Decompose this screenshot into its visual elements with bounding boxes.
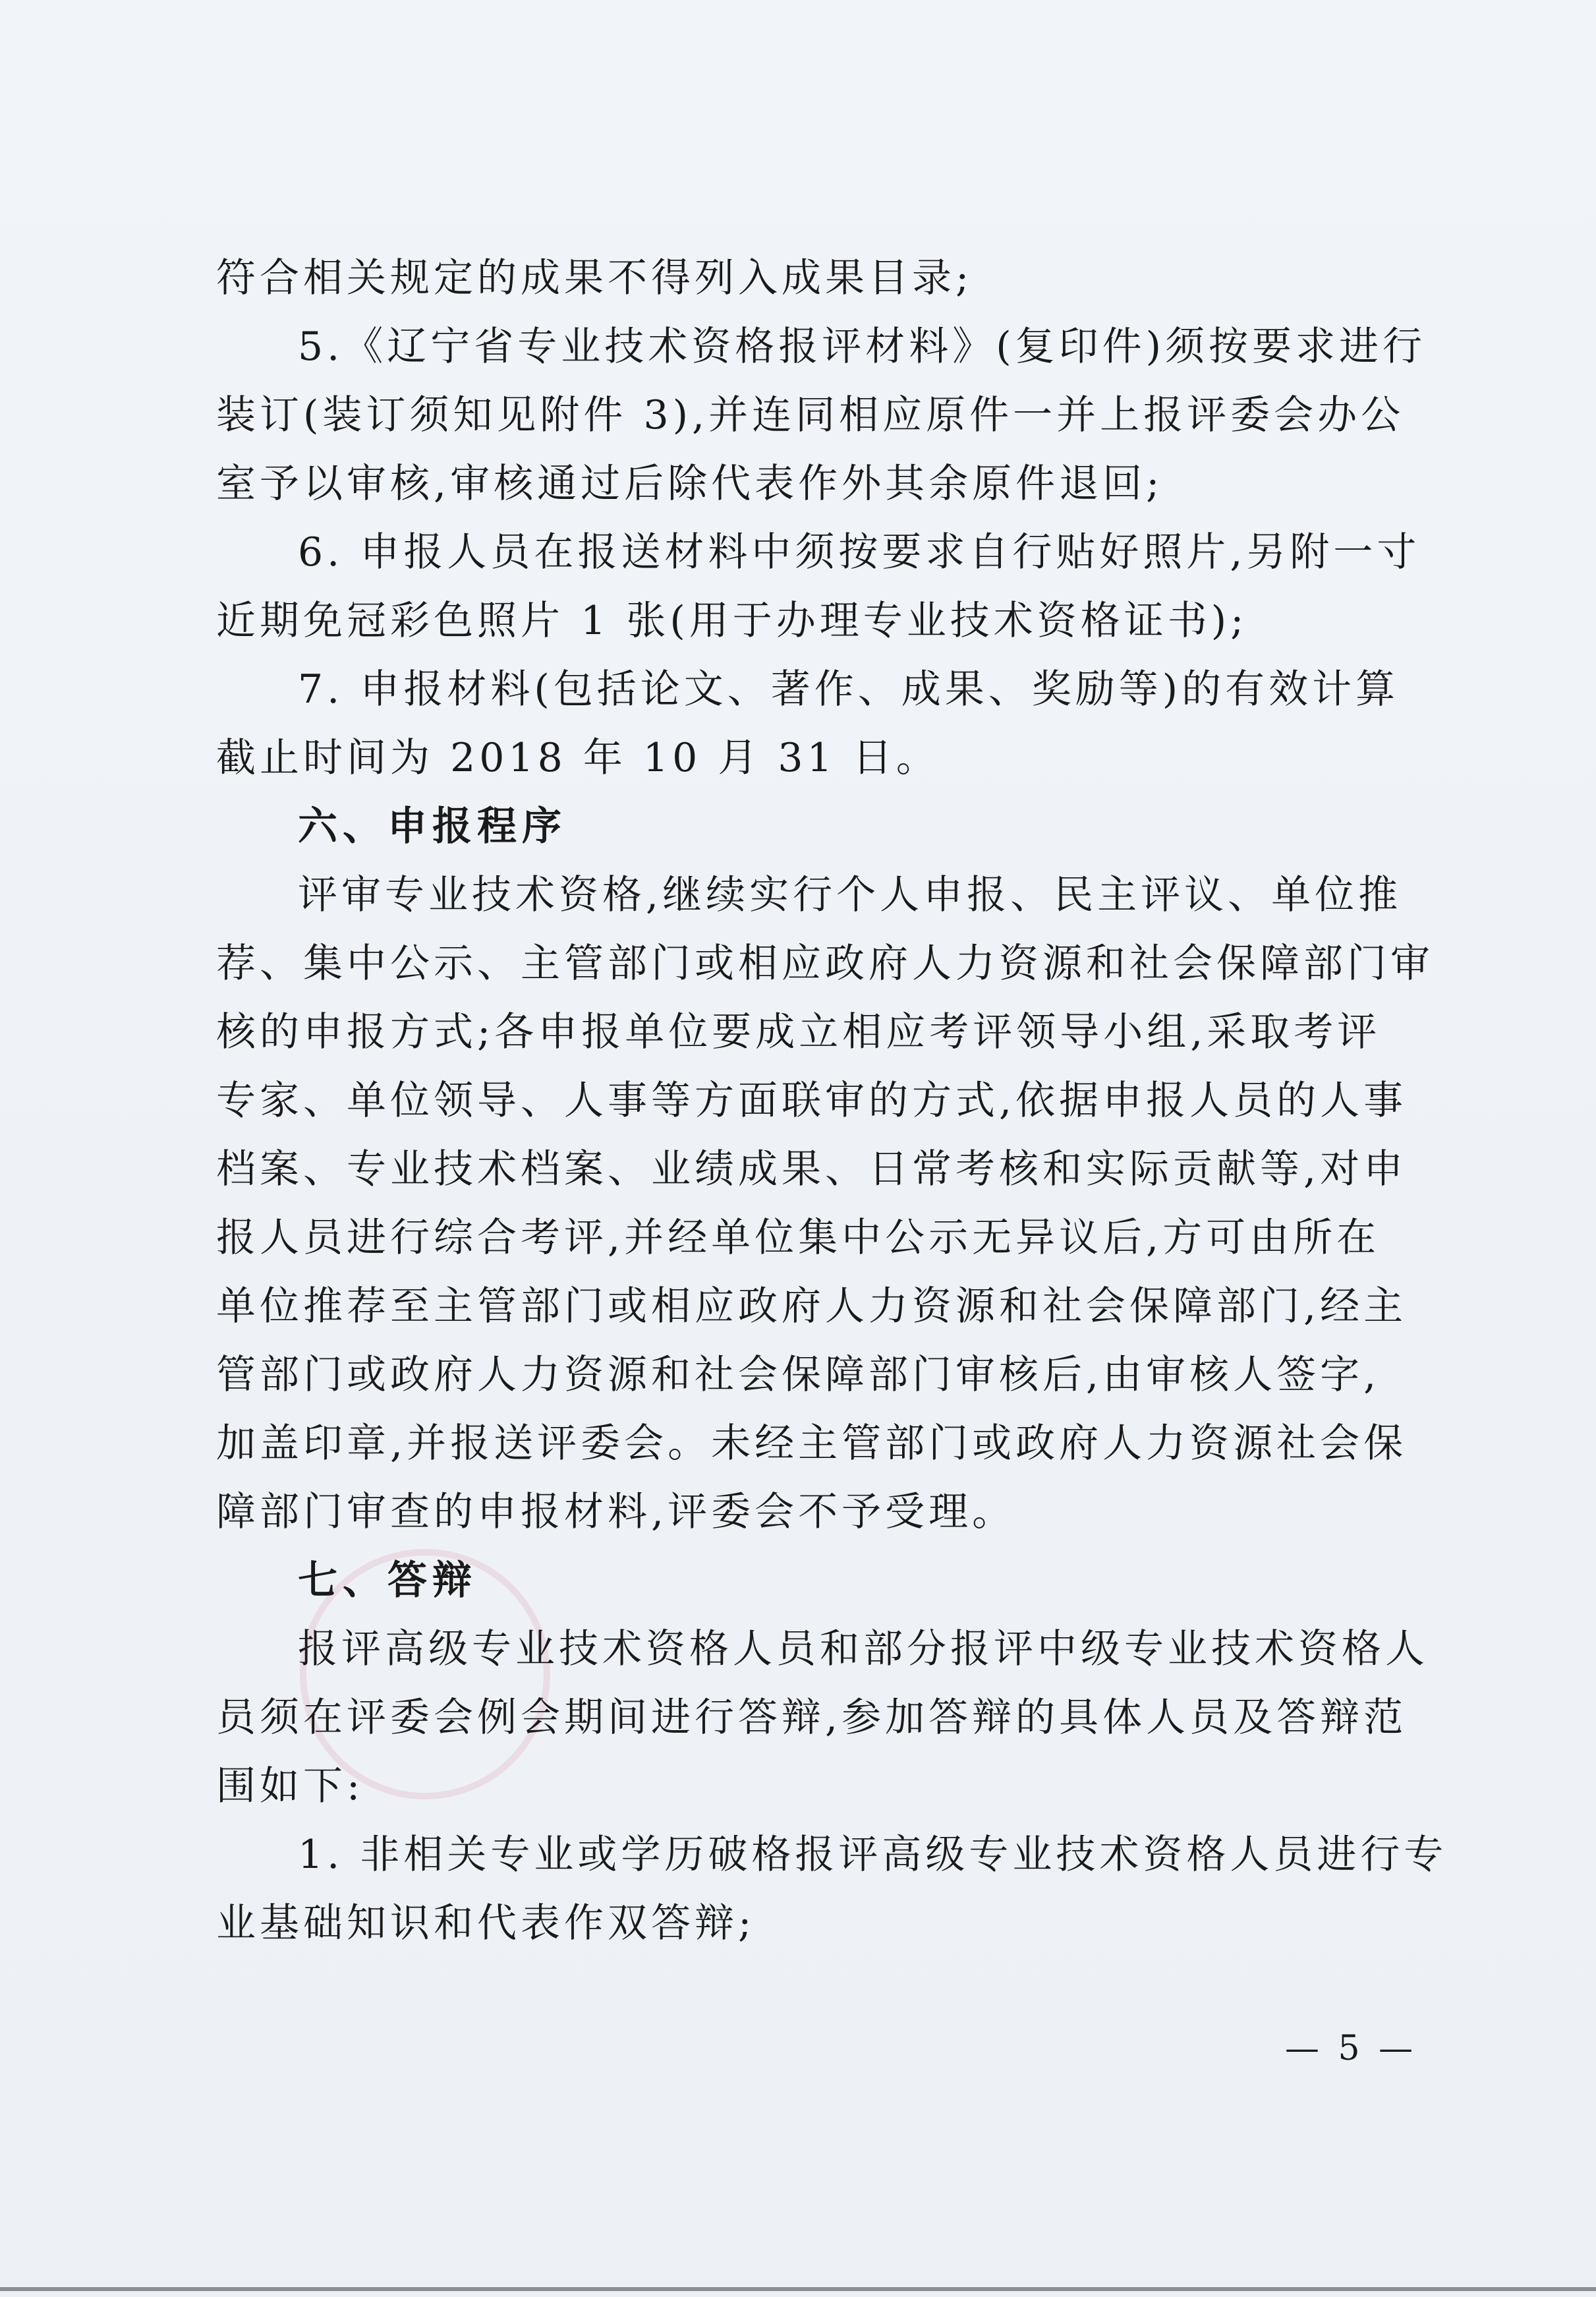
text-line: 室予以审核,审核通过后除代表作外其余原件退回; bbox=[216, 461, 1164, 507]
text-line: 评审专业技术资格,继续实行个人申报、民主评议、单位推 bbox=[298, 872, 1402, 918]
text-line: 员须在评委会例会期间进行答辩,参加答辩的具体人员及答辩范 bbox=[216, 1695, 1408, 1741]
page-number: — 5 — bbox=[1285, 2029, 1417, 2068]
text-line: 装订(装订须知见附件 3),并连同相应原件一并上报评委会办公 bbox=[216, 392, 1405, 438]
text-line: 1. 非相关专业或学历破格报评高级专业技术资格人员进行专 bbox=[298, 1832, 1448, 1878]
section-heading: 七、答辩 bbox=[298, 1557, 477, 1604]
text-line: 报评高级专业技术资格人员和部分报评中级专业技术资格人 bbox=[298, 1626, 1429, 1672]
text-line: 档案、专业技术档案、业绩成果、日常考核和实际贡献等,对申 bbox=[216, 1146, 1408, 1192]
text-line: 6. 申报人员在报送材料中须按要求自行贴好照片,另附一寸 bbox=[298, 529, 1421, 575]
text-line: 近期免冠彩色照片 1 张(用于办理专业技术资格证书); bbox=[216, 598, 1248, 644]
text-line: 报人员进行综合考评,并经单位集中公示无异议后,方可由所在 bbox=[216, 1215, 1381, 1261]
text-line: 符合相关规定的成果不得列入成果目录; bbox=[216, 255, 973, 301]
text-line: 7. 申报材料(包括论文、著作、成果、奖励等)的有效计算 bbox=[298, 666, 1400, 712]
text-line: 截止时间为 2018 年 10 月 31 日。 bbox=[216, 735, 940, 781]
bottom-edge-rule bbox=[0, 2287, 1596, 2291]
text-line: 管部门或政府人力资源和社会保障部门审核后,由审核人签字, bbox=[216, 1352, 1381, 1398]
text-line: 单位推荐至主管部门或相应政府人力资源和社会保障部门,经主 bbox=[216, 1283, 1408, 1329]
text-line: 加盖印章,并报送评委会。未经主管部门或政府人力资源社会保 bbox=[216, 1420, 1408, 1467]
document-body bbox=[216, 244, 1462, 1958]
text-line: 荐、集中公示、主管部门或相应政府人力资源和社会保障部门审 bbox=[216, 941, 1434, 987]
text-line: 核的申报方式;各申报单位要成立相应考评领导小组,采取考评 bbox=[216, 1009, 1381, 1055]
section-heading: 六、申报程序 bbox=[298, 803, 567, 850]
text-line: 5.《辽宁省专业技术资格报评材料》(复印件)须按要求进行 bbox=[298, 324, 1427, 370]
text-line: 围如下: bbox=[216, 1763, 364, 1809]
text-line: 业基础知识和代表作双答辩; bbox=[216, 1900, 756, 1946]
text-line: 障部门审查的申报材料,评委会不予受理。 bbox=[216, 1489, 1016, 1535]
text-line: 专家、单位领导、人事等方面联审的方式,依据申报人员的人事 bbox=[216, 1078, 1408, 1124]
